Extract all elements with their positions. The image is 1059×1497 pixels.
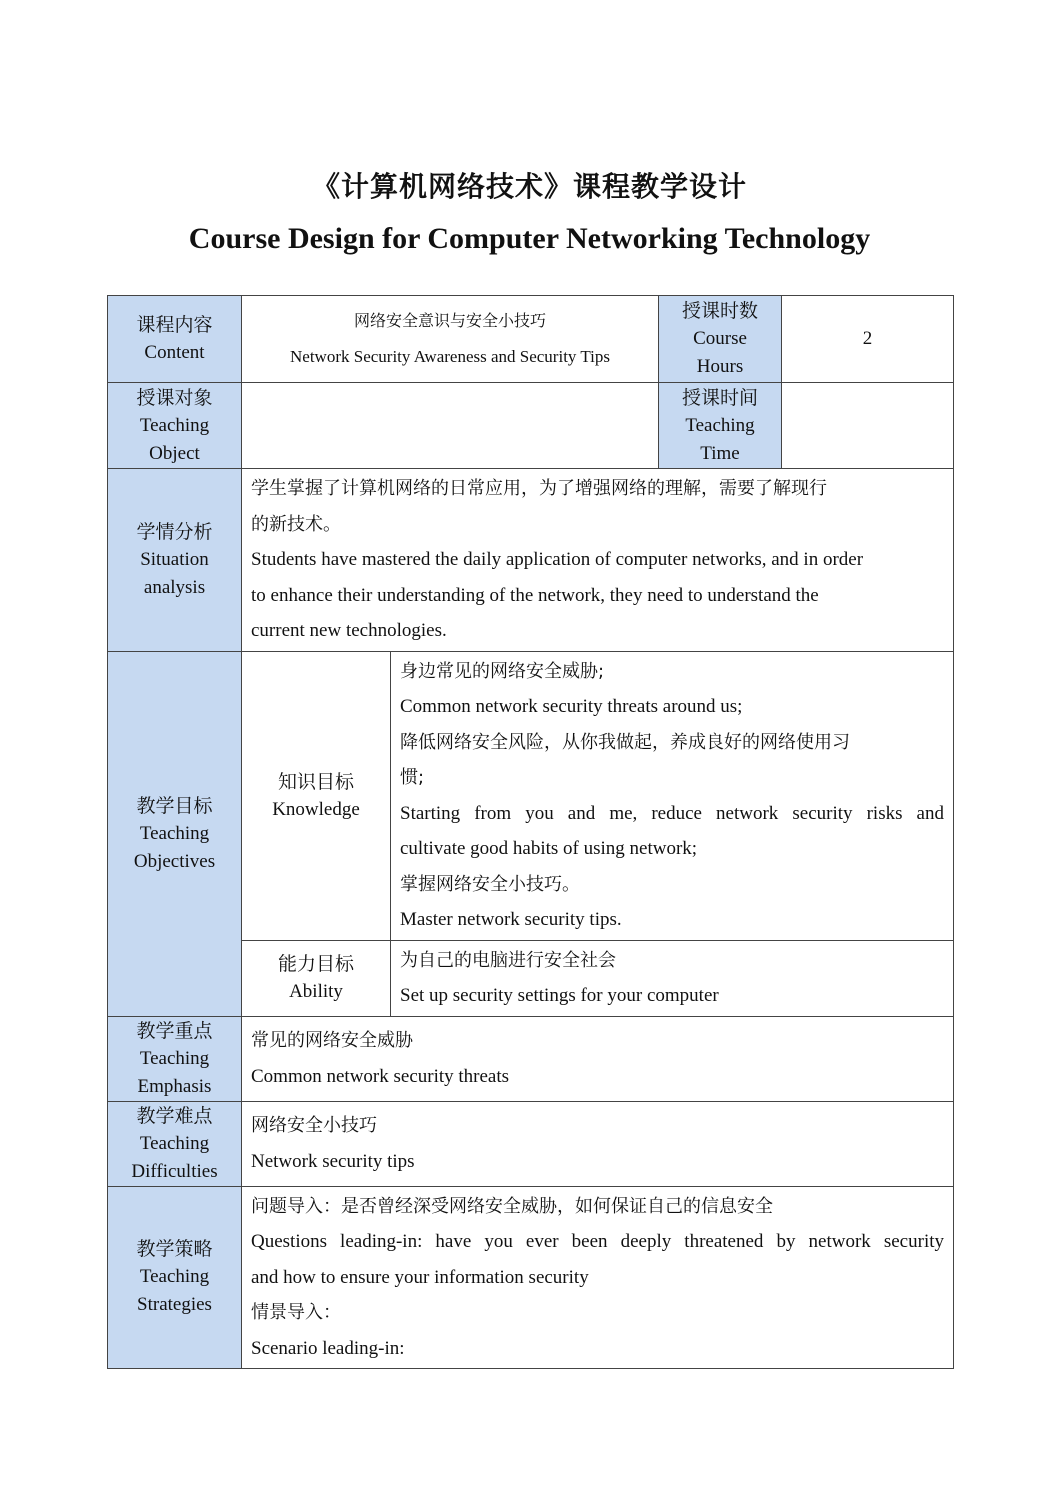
strategies-label-cn: 教学策略 <box>136 1238 213 1261</box>
teaching-time-label-cn: 授课时间 <box>681 386 758 409</box>
teaching-object-label-en-1: Teaching <box>139 414 210 436</box>
knowledge-text-cell <box>391 651 954 940</box>
strategies-label-en-1: Teaching <box>139 1266 210 1288</box>
knowledge-line-1: 身边常见的网络安全威胁; <box>400 660 605 682</box>
objectives-label-en-2: Objectives <box>133 850 216 872</box>
strategies-line-2: Questions leading-in: have you ever been deeply threatened by network security <box>251 1231 944 1252</box>
page-title-english: Course Design for Computer Networking Technology <box>188 222 871 255</box>
difficulties-text-cell <box>242 1101 954 1186</box>
situation-label-cell <box>108 469 242 652</box>
content-value-cn: 网络安全意识与安全小技巧 <box>353 311 546 330</box>
page-title-chinese: 《计算机网络技术》课程教学设计 <box>311 170 747 203</box>
knowledge-label-cell <box>242 651 391 940</box>
table-row-strategies <box>108 1186 954 1369</box>
knowledge-line-6: cultivate good habits of using network; <box>400 838 698 859</box>
difficulties-label-cell <box>108 1101 242 1186</box>
knowledge-label-cn: 知识目标 <box>277 770 354 793</box>
table-row-situation <box>108 469 954 652</box>
emphasis-text-cn: 常见的网络安全威胁 <box>251 1030 413 1051</box>
strategies-label-cell <box>108 1186 242 1369</box>
knowledge-label-en: Knowledge <box>272 798 360 820</box>
course-hours-label-cn: 授课时数 <box>681 300 758 322</box>
ability-line-1: 为自己的电脑进行安全社会 <box>400 949 616 971</box>
table-row-difficulties <box>108 1101 954 1186</box>
objectives-label-cn: 教学目标 <box>136 794 213 817</box>
course-hours-label-en-1: Course <box>693 328 747 349</box>
content-value-cell <box>242 296 659 383</box>
situation-label-en-1: Situation <box>140 548 209 570</box>
content-value-en: Network Security Awareness and Security Tips <box>290 347 610 366</box>
knowledge-line-4: 惯; <box>400 767 425 788</box>
content-label-cell <box>108 296 242 383</box>
strategies-line-5: Scenario leading-in: <box>251 1337 405 1359</box>
situation-text-en-1: Students have mastered the daily application of computer networks, and in order <box>251 549 864 570</box>
situation-label-en-2: analysis <box>143 576 206 598</box>
emphasis-label-cn: 教学重点 <box>136 1019 213 1042</box>
table-row-objectives-knowledge <box>108 651 954 940</box>
course-hours-label-en-2: Hours <box>696 356 744 377</box>
difficulties-label-en-1: Teaching <box>139 1132 210 1154</box>
emphasis-label-cell <box>108 1016 242 1101</box>
strategies-line-4: 情景导入： <box>251 1302 341 1323</box>
table-row-teaching-object <box>108 383 954 469</box>
course-design-table <box>107 295 954 1369</box>
teaching-time-value <box>782 383 954 469</box>
emphasis-label-en-2: Emphasis <box>137 1075 212 1097</box>
content-label-cn: 课程内容 <box>136 314 213 336</box>
ability-label-cn: 能力目标 <box>277 953 354 975</box>
teaching-time-label-en-1: Teaching <box>685 414 755 436</box>
table-row-content <box>108 296 954 383</box>
content-label-en: Content <box>144 342 205 363</box>
ability-label-cell <box>242 940 391 1016</box>
strategies-line-1: 问题导入：是否曾经深受网络安全威胁，如何保证自己的信息安全 <box>251 1195 773 1217</box>
emphasis-text-en: Common network security threats <box>251 1065 510 1087</box>
difficulties-text-cn: 网络安全小技巧 <box>251 1115 377 1136</box>
strategies-text-cell <box>242 1186 954 1369</box>
course-hours-label-cell <box>659 296 782 383</box>
ability-line-2: Set up security settings for your computer <box>400 985 719 1006</box>
strategies-label-en-2: Strategies <box>137 1294 212 1316</box>
situation-text-en-3: current new technologies. <box>251 620 447 641</box>
knowledge-line-5: Starting from you and me, reduce network security risks and <box>400 802 944 824</box>
course-hours-value: 2 <box>782 296 954 383</box>
teaching-time-label-en-2: Time <box>700 442 740 464</box>
difficulties-label-en-2: Difficulties <box>131 1160 218 1182</box>
situation-text-cn-1: 学生掌握了计算机网络的日常应用，为了增强网络的理解，需要了解现行 <box>251 478 827 499</box>
emphasis-text-cell <box>242 1016 954 1101</box>
teaching-time-label-cell <box>659 383 782 469</box>
emphasis-label-en-1: Teaching <box>139 1047 210 1069</box>
objectives-label-en-1: Teaching <box>139 822 210 844</box>
difficulties-label-cn: 教学难点 <box>136 1104 213 1127</box>
objectives-label-cell <box>108 651 242 1016</box>
teaching-object-label-cell <box>108 383 242 469</box>
table-row-emphasis <box>108 1016 954 1101</box>
strategies-line-3: and how to ensure your information security <box>251 1266 589 1288</box>
knowledge-line-7: 掌握网络安全小技巧。 <box>400 873 580 895</box>
ability-label-en: Ability <box>289 981 343 1002</box>
teaching-object-label-en-2: Object <box>149 442 200 464</box>
ability-text-cell <box>391 940 954 1016</box>
knowledge-line-3: 降低网络安全风险，从你我做起，养成良好的网络使用习 <box>400 731 850 753</box>
situation-text-cell <box>242 469 954 652</box>
knowledge-line-2: Common network security threats around us; <box>400 696 743 717</box>
situation-text-cn-2: 的新技术。 <box>251 513 341 535</box>
difficulties-text-en: Network security tips <box>251 1150 415 1172</box>
situation-text-en-2: to enhance their understanding of the network, they need to understand the <box>251 584 819 606</box>
situation-label-cn: 学情分析 <box>136 520 213 543</box>
knowledge-line-8: Master network security tips. <box>400 909 622 930</box>
teaching-object-label-cn: 授课对象 <box>136 386 213 409</box>
teaching-object-value <box>242 383 659 469</box>
